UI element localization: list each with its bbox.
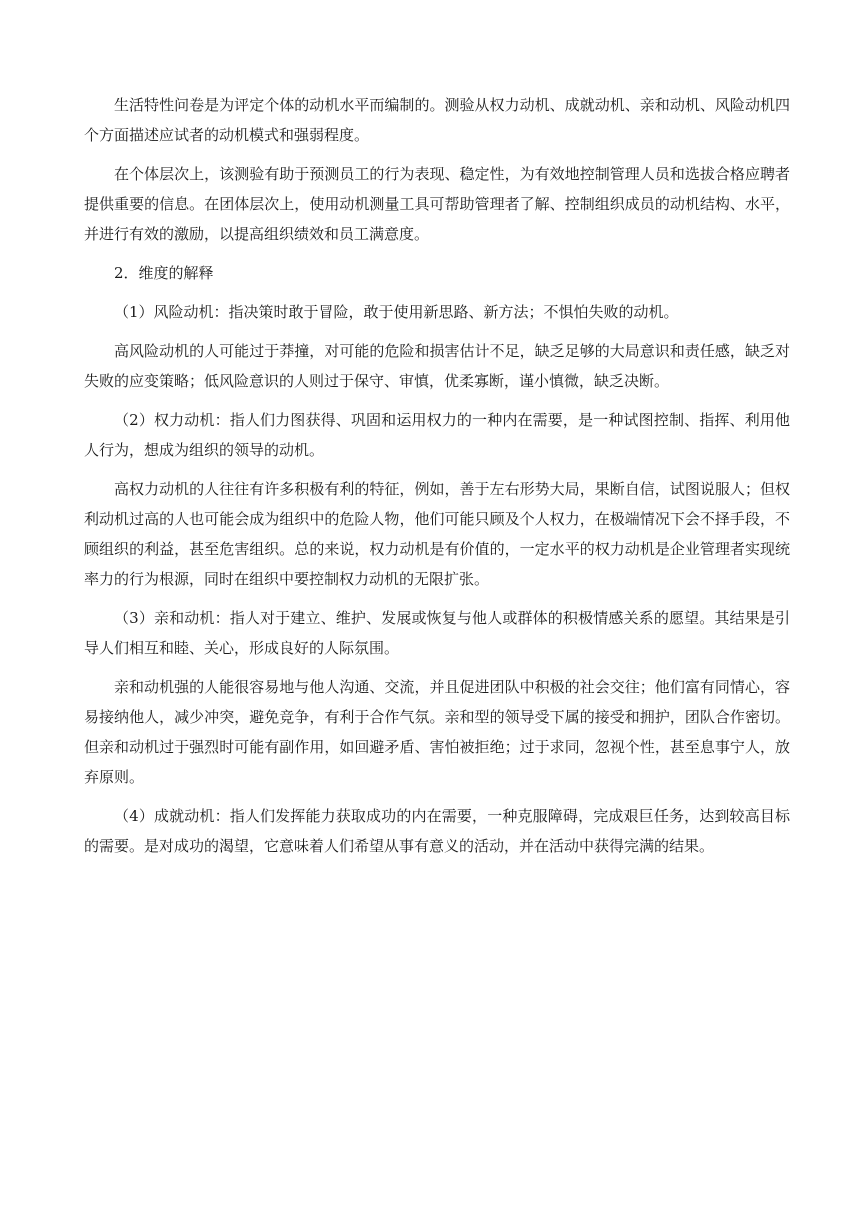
paragraph-intro: 生活特性问卷是为评定个体的动机水平而编制的。测验从权力动机、成就动机、亲和动机、风险动机四个方面描述应试者的动机模式和强弱程度。 bbox=[84, 96, 790, 144]
paragraph-power-description: 高权力动机的人往往有许多积极有利的特征，例如，善于左右形势大局，果断自信，试图说服人；但权利动机过高的人也可能会成为组织中的危险人物，他们可能只顾及个人权力，在极端情况下会不择手段，不顾组织的利益，甚至危害组织。总的来说，权力动机是有价值的，一定水平的权力动机是企业管理者实现统率力的行为根源，同时在组织中要控制权力动机的无限扩张。 bbox=[84, 480, 790, 588]
section-heading-dimensions: 2．维度的解释 bbox=[114, 264, 214, 282]
paragraph-risk-definition: （1）风险动机：指决策时敢于冒险，敢于使用新思路、新方法；不惧怕失败的动机。 bbox=[114, 303, 679, 321]
paragraph-levels: 在个体层次上，该测验有助于预测员工的行为表现、稳定性，为有效地控制管理人员和选拔合格应聘者提供重要的信息。在团体层次上，使用动机测量工具可帮助管理者了解、控制组织成员的动机结构、水平，并进行有效的激励，以提高组织绩效和员工满意度。 bbox=[84, 165, 790, 243]
paragraph-affiliation-definition: （3）亲和动机：指人对于建立、维护、发展或恢复与他人或群体的积极情感关系的愿望。其结果是引导人们相互和睦、关心，形成良好的人际氛围。 bbox=[84, 609, 790, 657]
paragraph-risk-description: 高风险动机的人可能过于莽撞，对可能的危险和损害估计不足，缺乏足够的大局意识和责任感，缺乏对失败的应变策略；低风险意识的人则过于保守、审慎，优柔寡断，谨小慎微，缺乏决断。 bbox=[84, 342, 790, 390]
paragraph-achievement-definition: （4）成就动机：指人们发挥能力获取成功的内在需要，一种克服障碍，完成艰巨任务，达到较高目标的需要。是对成功的渴望，它意味着人们希望从事有意义的活动，并在活动中获得完满的结果。 bbox=[84, 807, 790, 855]
document-body bbox=[84, 90, 790, 870]
paragraph-affiliation-description: 亲和动机强的人能很容易地与他人沟通、交流，并且促进团队中积极的社会交往；他们富有同情心，容易接纳他人，减少冲突，避免竞争，有利于合作气氛。亲和型的领导受下属的接受和拥护，团队合作密切。但亲和动机过于强烈时可能有副作用，如回避矛盾、害怕被拒绝；过于求同，忽视个性，甚至息事宁人，放弃原则。 bbox=[84, 678, 790, 786]
paragraph-power-definition: （2）权力动机：指人们力图获得、巩固和运用权力的一种内在需要，是一种试图控制、指挥、利用他人行为，想成为组织的领导的动机。 bbox=[84, 411, 790, 459]
